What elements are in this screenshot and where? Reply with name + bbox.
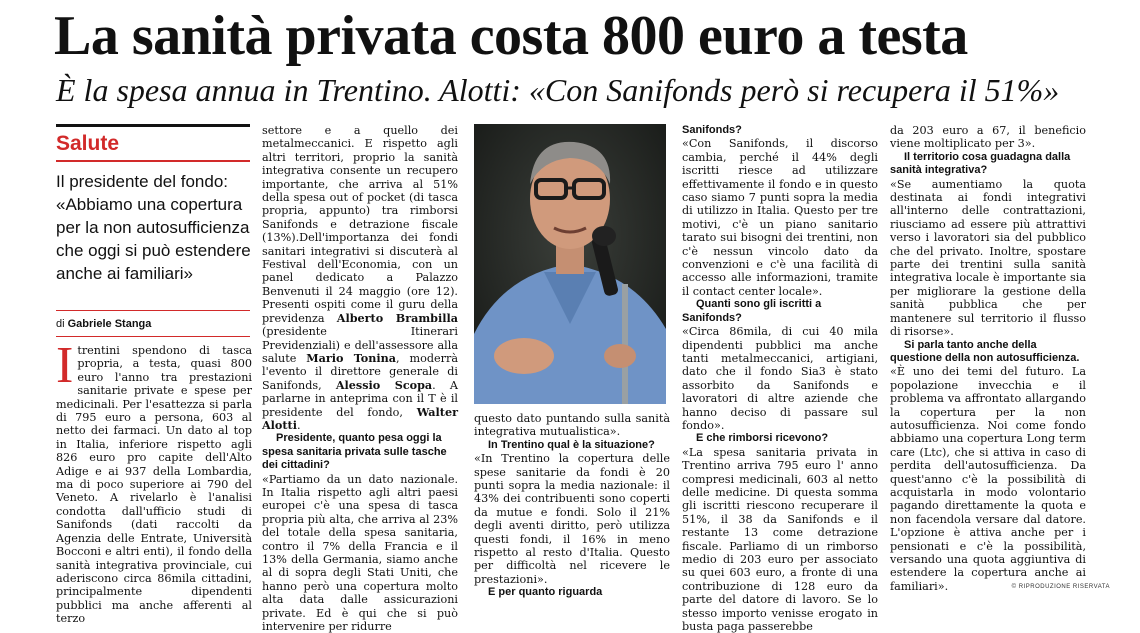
column-2-paragraph [262,124,458,432]
dropcap: I [56,337,74,394]
text-run: . [296,418,301,432]
interview-answer: questo dato puntando sulla sanità integrativa mutualistica». [474,412,670,439]
interview-question: E che rimborsi ricevono? [696,432,829,445]
interview-answer: «Se aumentiamo la quota destinata ai fondi integrativi all'interno delle contrattazioni, riusciamo ad essere più attrattivi verso i lavoratori sia del pubblico che del privato. Inoltre, spostare parte dei trentini sulla sanità integrativa locale è importante sia per migliorare la gestione della sanità pubblica che per mantenere sul territorio il flusso di risorse». [890,177,1086,339]
interview-answer: «La spesa sanitaria privata in Trentino arriva 795 euro l' anno compresi medicinali, 603 al netto delle medicine. Di questa somma gli iscritti riescono recuperare il 51%, il 38 da Sanifonds e il restante 13 come detrazione fiscale. Parliamo di un rimborso medio di 203 euro per associato su quei 603 euro, a fronte di una contribuzione di 128 euro da parte del datore di lavoro. Se lo stesso importo venisse erogato in busta paga passerebbe [682,445,878,633]
article-column-4 [682,124,878,633]
text-run: settore e a quello dei metalmeccanici. E rispetto agli altri territori, proprio la sanità integrativa consente un recupero importante, che arriva al 51% della spesa out of pocket (di tasca propria, appunto) tra rimborsi Sanifonds e detrazione fiscale (13%).Dell'importanza dei fondi sanitari integrativi si discuterà al Festival dell'Economia, con un panel dedicato a Palazzo Benvenuti il 24 maggio (ore 12). Presenti ospiti come il guru della previdenza [262,124,458,325]
interview-answer: «Partiamo da un dato nazionale. In Italia rispetto agli altri paesi europei c'è una spesa di tasca propria più alta, che arriva al 23% del totale della spesa sanitaria, contro il 7% della Francia e il 13% della Germania, siamo anche al di sopra degli Stati Uniti, che hanno però una copertura molto alta data dalle assicurazioni private. Ed è qui che si può intervenire per ridurre [262,472,458,633]
person-name: Walter Alotti [262,404,458,432]
section-label: Salute [56,132,120,155]
kicker-quote: Il presidente del fondo: «Abbiamo una copertura per la non autosufficienza che oggi si può estendere anche ai familiari» [56,172,251,283]
kicker-rule [56,310,250,311]
subheadline: È la spesa annua in Trentino. Alotti: «Con Sanifonds però si recupera il 51%» [56,72,1060,108]
text-run: . A parlarne in anteprima con il T è il presidente del fondo, [262,378,458,419]
section-rule [56,160,250,162]
text-run: , moderrà l'evento il direttore generale di Sanifonds, [262,351,459,392]
person-name: Mario Tonina [306,350,397,365]
person-name: Alberto Brambilla [336,310,458,325]
article-column-1 [56,337,252,626]
column-1-text: trentini spendono di tasca propria, a testa, quasi 800 euro l'anno tra prestazioni sanitarie private e spese per medicinali. Per l'esattezza si parla di 795 euro a persona, 603 al netto dei farmaci. Un dato al top in Italia, inferiore rispetto agli 826 euro pro capite dell'Alto Adige e ai 937 della Lombardia, ma di poco superiore ai 790 del Veneto. A rivelarlo è l'analisi condotta dall'ufficio studi di Sanifonds (dati raccolti da Agenzia delle Entrate, Università Bocconi e altri enti), il fondo della sanità integrativa provinciale, cui aderiscono circa 86mila cittadini, principalmente dipendenti pubblici ma anche afferenti al terzo [56,344,252,626]
text-run: (presidente Itinerari Previdenziali) e dell'assessore alla salute [262,325,458,365]
portrait-illustration [474,124,666,404]
interview-question: In Trentino qual è la situazione? [488,438,655,451]
interview-answer: da 203 euro a 67, il beneficio viene moltiplicato per 3». [890,124,1086,151]
article-column-3 [474,412,670,599]
byline-rule [56,336,250,337]
interview-answer: «È uno dei temi del futuro. La popolazione invecchia e il problema va affrontato allargando la copertura per la non autosufficienza. Noi come fondo abbiamo una copertura Long term care (Ltc), che si attiva in caso di perdita dell'autosufficienza. Da quest'anno c'è la possibilità di acquistarla in modo volontario pagando direttamente la quota e non facendola versare dal datore. L'opzione è attiva anche per i pensionati e c'è la possibilità, versando una quota aggiuntiva di estendere la copertura anche ai familiari». [890,365,1086,593]
top-rule [56,124,250,127]
portrait-photo [474,124,666,404]
interview-question: Quanti sono gli iscritti a Sanifonds? [682,298,822,324]
byline-author: Gabriele Stanga [67,318,152,330]
interview-answer: «In Trentino la copertura delle spese sanitarie da fondi è 20 punti sopra la media nazionale: il 43% dei contribuenti sono coperti da mutue e fondi. Solo il 21% degli aventi diritto, però utilizza questi fondi, il 16% in meno rispetto al resto d'Italia. Questo per difficoltà nel ricevere le prestazioni». [474,452,670,586]
interview-question: Sanifonds? [682,124,742,136]
headline: La sanità privata costa 800 euro a testa [54,5,968,67]
copyright-notice: © RIPRODUZIONE RISERVATA [1011,584,1110,590]
interview-question: E per quanto riguarda [488,586,603,599]
interview-answer: «Con Sanifonds, il discorso cambia, perché il 44% degli iscritti riesce ad utilizzare effettivamente il fondo e in questo caso siamo 7 punti sopra la media di utilizzo in Italia. Questo per tre motivi, c'è un piano sanitario tarato sui bisogni dei trentini, non c'è nessun vincolo dato da convenzioni e c'è una facilità di accesso alle informazioni, tramite il contact center locale». [682,137,878,298]
interview-question: Si parla tanto anche della questione della non autosufficienza. [890,338,1080,364]
interview-answer: «Circa 86mila, di cui 40 mila dipendenti pubblici ma anche tanti metalmeccanici, artigiani, dato che il fondo Sia3 è stato assorbito da Sanifonds e lavoratori di altre aziende che hanno deciso di passare sul fondo». [682,325,878,432]
interview-question: Il territorio cosa guadagna dalla sanità integrativa? [890,150,1071,177]
byline [56,318,151,330]
article-column-2 [262,124,459,633]
byline-prefix: di [56,318,65,330]
interview-question: Presidente, quanto pesa oggi la spesa sanitaria privata sulle tasche dei cittadini? [262,432,447,472]
person-name: Alessio Scopa [335,377,433,392]
